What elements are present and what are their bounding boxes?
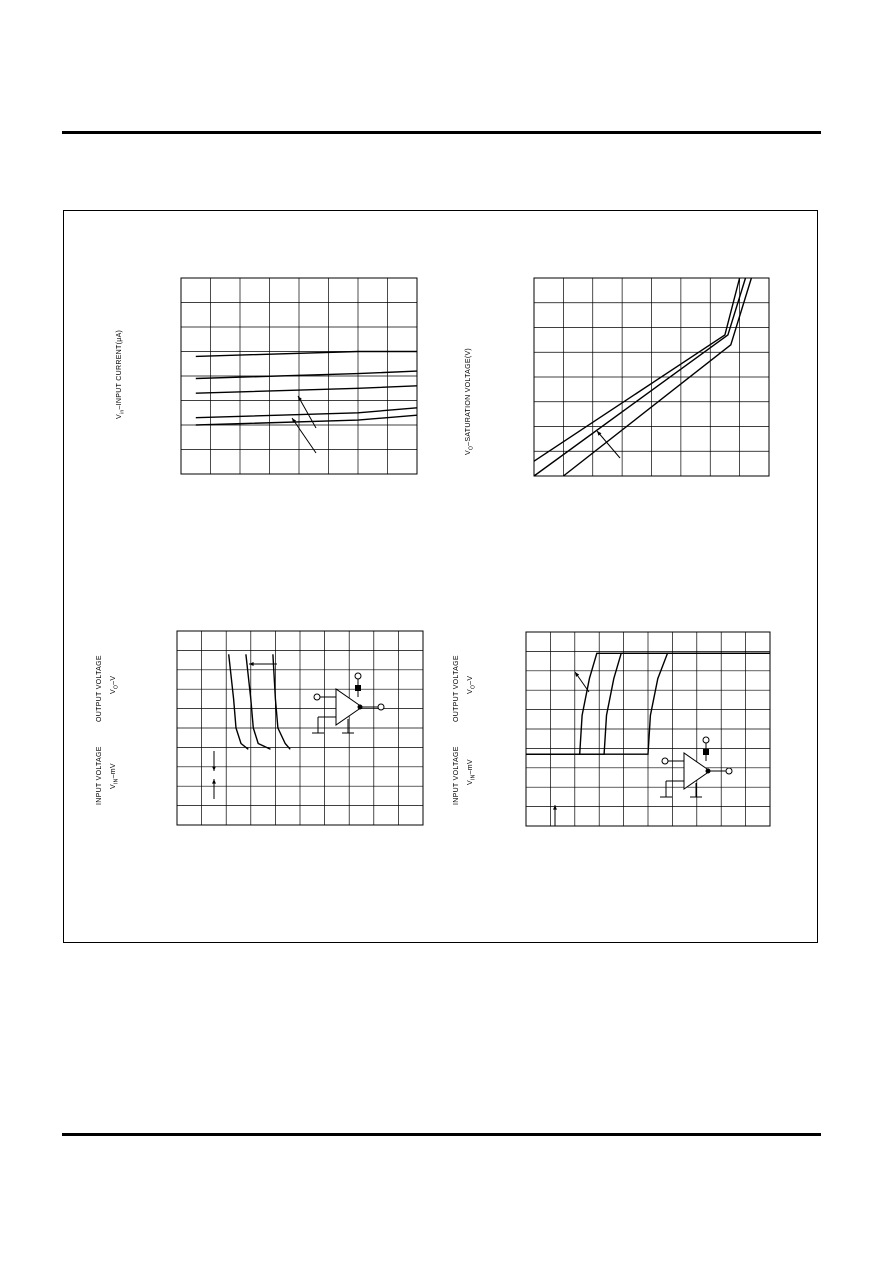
chart4-test-circuit-output-terminal (726, 768, 732, 774)
chart1-pointer-arrow (292, 418, 316, 453)
chart4-pointer-arrow-head (575, 672, 579, 677)
chart2-plot (534, 278, 769, 476)
chart1-series-4 (196, 408, 417, 418)
chart1-series-2 (196, 371, 417, 378)
header-rule (62, 131, 821, 134)
chart4-ylabel-output-unit: $V_O-V$ (467, 675, 477, 694)
chart3-test-circuit-input-terminal (314, 694, 320, 700)
chart3-plot (177, 631, 423, 825)
chart1-panel (181, 278, 417, 474)
chart1-series-3 (196, 386, 417, 393)
chart3-test-circuit-supply-terminal (355, 673, 361, 679)
chart4-ylabel-input: INPUT VOLTAGE (453, 746, 460, 805)
chart1-plot (181, 278, 417, 474)
chart3-panel (177, 631, 423, 825)
chart3-ylabel-input: INPUT VOLTAGE (96, 746, 103, 805)
chart4-test-circuit-supply-terminal (703, 737, 709, 743)
chart3-pointer-arrow-head (249, 662, 254, 666)
chart3-test-circuit-output-terminal (378, 704, 384, 710)
chart3-input-arrow-down-head (212, 766, 216, 771)
chart4-plot (526, 632, 770, 826)
chart2-series-1 (534, 278, 740, 461)
chart3-ylabel-input-unit: $V_{IN}-mV$ (110, 763, 120, 789)
chart4-test-circuit-pullup-resistor (703, 749, 709, 755)
chart3-ylabel-output: OUTPUT VOLTAGE (96, 655, 103, 722)
chart2-ylabel: $V_O$–SATURATION VOLTAGE(V) (465, 347, 475, 455)
chart3-test-circuit-pullup-resistor (355, 685, 361, 691)
chart3-series-1 (229, 654, 249, 749)
chart3-test-circuit-output-node (358, 705, 363, 710)
chart4-test-circuit-output-node (706, 769, 711, 774)
chart1-series-1 (196, 352, 417, 357)
chart2-panel (534, 278, 769, 476)
chart4-ylabel-input-unit: $V_{IN}-mV$ (467, 759, 477, 785)
chart3-input-arrow-up-head (212, 779, 216, 784)
chart4-ylabel-output: OUTPUT VOLTAGE (453, 655, 460, 722)
footer-rule (62, 1133, 821, 1136)
chart3-series-2 (246, 654, 271, 749)
chart4-panel (526, 632, 770, 826)
chart3-ylabel-output-unit: $V_O-V$ (110, 675, 120, 694)
chart1-ylabel: $V_{in}$–INPUT CURRENT(μA) (116, 329, 126, 419)
chart4-test-circuit-input-terminal (662, 758, 668, 764)
chart4-input-arrow-up-head (553, 805, 557, 810)
